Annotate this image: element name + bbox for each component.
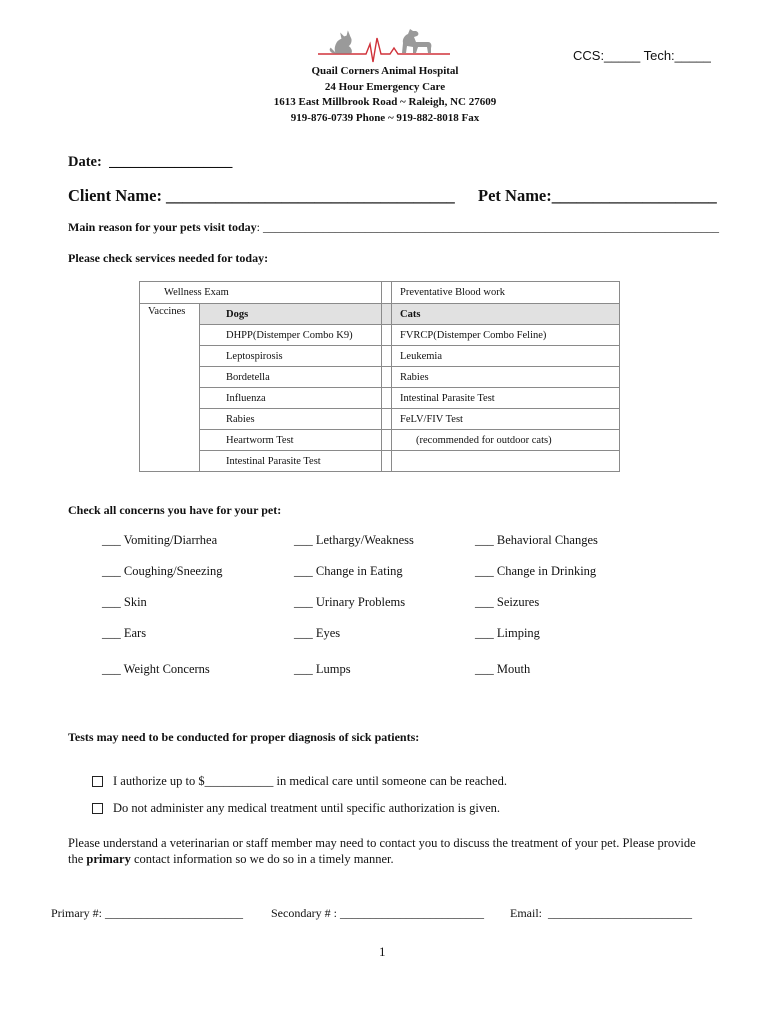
concern-behavioral[interactable]: ___ Behavioral Changes xyxy=(475,533,598,547)
wellness-exam-cell[interactable]: Wellness Exam xyxy=(140,282,382,304)
vaccine-row xyxy=(140,325,620,346)
vaccine-row xyxy=(140,430,620,451)
concerns-prompt: Check all concerns you have for your pet: xyxy=(68,503,282,517)
concern-eyes[interactable]: ___ Eyes xyxy=(294,626,341,640)
email-field[interactable]: Email: ________________________ xyxy=(510,906,692,920)
hospital-header xyxy=(180,64,590,126)
row-gap-cell xyxy=(382,325,392,346)
vaccine-row xyxy=(140,388,620,409)
date-field[interactable]: Date: _________________ xyxy=(68,154,233,170)
cat-icon xyxy=(330,32,351,53)
vaccine-row xyxy=(140,346,620,367)
row-gap-cell xyxy=(382,409,392,430)
cat-vaccine-rabies[interactable]: Rabies xyxy=(392,367,620,388)
hospital-phone-fax: 919-876-0739 Phone ~ 919-882-8018 Fax xyxy=(290,111,480,124)
row-gap-cell xyxy=(382,388,392,409)
vaccine-row xyxy=(140,451,620,472)
ccs-tech-field: CCS:_____ Tech:_____ xyxy=(573,48,711,63)
services-table xyxy=(139,281,620,472)
concern-ears[interactable]: ___ Ears xyxy=(102,626,147,640)
cat-vaccine-fvrcp[interactable]: FVRCP(Distemper Combo Feline) xyxy=(392,325,620,346)
row-gap-cell xyxy=(382,451,392,472)
cat-intestinal-parasite-test[interactable]: Intestinal Parasite Test xyxy=(392,388,620,409)
dog-intestinal-parasite-test[interactable]: Intestinal Parasite Test xyxy=(200,451,382,472)
notice-text-2: contact information so we do so in a timely manner. xyxy=(130,851,394,866)
visit-reason-line[interactable]: : ____________________________________________________________________________ xyxy=(256,220,720,234)
dogs-header: Dogs xyxy=(200,304,382,325)
vaccine-row xyxy=(140,367,620,388)
visit-reason-field[interactable] xyxy=(68,220,719,235)
dog-heartworm-test[interactable]: Heartworm Test xyxy=(200,430,382,451)
hospital-tagline: 24 Hour Emergency Care xyxy=(324,80,446,93)
checkbox-icon[interactable] xyxy=(92,803,103,814)
concern-skin[interactable]: ___ Skin xyxy=(102,595,147,609)
vaccines-label: Vaccines xyxy=(140,304,200,472)
row-gap-cell xyxy=(382,430,392,451)
notice-text-1: Please understand a veterinarian or staff member may need to contact you to discuss the treatment of your pet. Please provide the xyxy=(68,836,696,866)
client-name-field[interactable]: Client Name: ___________________________________ xyxy=(68,186,455,205)
dog-icon xyxy=(402,29,431,53)
dog-vaccine-bordetella[interactable]: Bordetella xyxy=(200,367,382,388)
services-prompt: Please check services needed for today: xyxy=(68,251,269,265)
blood-work-cell[interactable]: Preventative Blood work xyxy=(392,282,620,304)
authorize-amount-label: I authorize up to $___________ in medical care until someone can be reached. xyxy=(113,774,507,788)
secondary-phone-field[interactable]: Secondary # : ________________________ xyxy=(271,906,484,920)
hospital-name: Quail Corners Animal Hospital xyxy=(311,65,459,77)
pet-name-field[interactable]: Pet Name:____________________ xyxy=(478,186,717,205)
cat-felv-fiv-test[interactable]: FeLV/FIV Test xyxy=(392,409,620,430)
cat-outdoor-note: (recommended for outdoor cats) xyxy=(392,430,620,451)
authorize-amount-option[interactable] xyxy=(92,774,507,789)
dog-vaccine-influenza[interactable]: Influenza xyxy=(200,388,382,409)
notice-bold: primary xyxy=(86,851,131,866)
hospital-logo xyxy=(318,24,450,64)
cat-empty-cell xyxy=(392,451,620,472)
vaccines-header-row xyxy=(140,304,620,325)
cats-header: Cats xyxy=(392,304,620,325)
concern-lumps[interactable]: ___ Lumps xyxy=(294,662,351,676)
cat-vaccine-leukemia[interactable]: Leukemia xyxy=(392,346,620,367)
visit-reason-label: Main reason for your pets visit today xyxy=(68,220,257,234)
concern-eating[interactable]: ___ Change in Eating xyxy=(294,564,403,578)
dog-vaccine-leptospirosis[interactable]: Leptospirosis xyxy=(200,346,382,367)
checkbox-icon[interactable] xyxy=(92,776,103,787)
services-gap-cell xyxy=(382,282,392,304)
primary-phone-field[interactable]: Primary #: _______________________ xyxy=(51,906,243,920)
no-treatment-label: Do not administer any medical treatment until specific authorization is given. xyxy=(113,801,501,815)
hospital-address: 1613 East Millbrook Road ~ Raleigh, NC 27609 xyxy=(273,96,497,108)
row-gap-cell xyxy=(382,367,392,388)
concern-coughing[interactable]: ___ Coughing/Sneezing xyxy=(102,564,223,578)
concern-seizures[interactable]: ___ Seizures xyxy=(475,595,540,609)
header-gap-cell xyxy=(382,304,392,325)
concern-mouth[interactable]: ___ Mouth xyxy=(475,662,531,676)
concern-vomiting[interactable]: ___ Vomiting/Diarrhea xyxy=(102,533,218,547)
tests-prompt: Tests may need to be conducted for proper diagnosis of sick patients: xyxy=(68,730,420,744)
concern-lethargy[interactable]: ___ Lethargy/Weakness xyxy=(294,533,414,547)
dog-vaccine-dhpp[interactable]: DHPP(Distemper Combo K9) xyxy=(200,325,382,346)
contact-notice xyxy=(68,836,708,867)
concern-urinary[interactable]: ___ Urinary Problems xyxy=(294,595,406,609)
services-top-row xyxy=(140,282,620,304)
concern-limping[interactable]: ___ Limping xyxy=(475,626,540,640)
no-treatment-option[interactable] xyxy=(92,801,500,816)
dog-vaccine-rabies[interactable]: Rabies xyxy=(200,409,382,430)
vaccine-row xyxy=(140,409,620,430)
concern-weight[interactable]: ___ Weight Concerns xyxy=(102,662,210,676)
row-gap-cell xyxy=(382,346,392,367)
concern-drinking[interactable]: ___ Change in Drinking xyxy=(475,564,597,578)
page-number: 1 xyxy=(379,944,386,959)
